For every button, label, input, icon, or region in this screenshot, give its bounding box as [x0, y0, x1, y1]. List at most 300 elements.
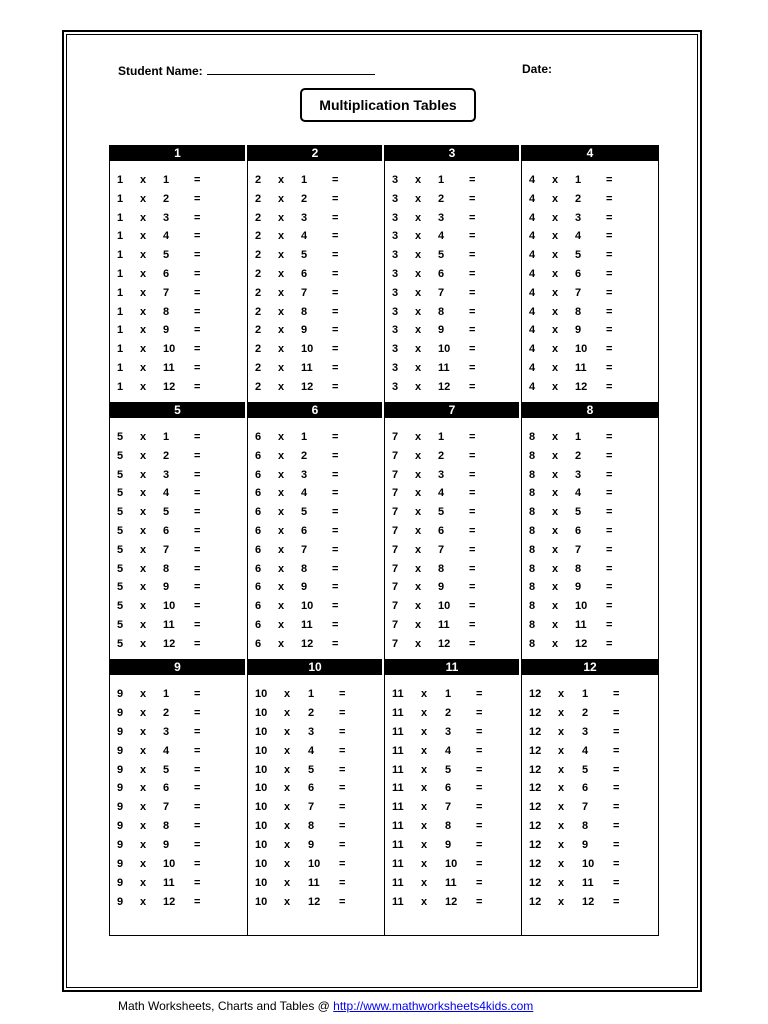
table-row [110, 246, 247, 265]
times-sign: x [140, 343, 147, 356]
table-row [248, 798, 384, 817]
factor-a: 3 [392, 249, 399, 262]
times-sign: x [140, 744, 147, 757]
times-sign: x [552, 286, 559, 299]
factor-a: 2 [255, 249, 262, 262]
factor-b: 8 [301, 305, 308, 318]
factor-b: 8 [438, 562, 445, 575]
factor-a: 9 [117, 782, 124, 795]
table-9 [110, 659, 247, 935]
equals-sign: = [339, 688, 346, 700]
table-row [385, 265, 521, 284]
factor-a: 1 [117, 286, 124, 299]
factor-b: 4 [575, 487, 582, 500]
times-sign: x [552, 449, 559, 462]
equals-sign: = [606, 324, 613, 337]
times-sign: x [284, 706, 291, 719]
factor-b: 4 [582, 744, 589, 757]
factor-b: 5 [163, 506, 170, 519]
times-sign: x [558, 820, 565, 833]
table-row [385, 378, 521, 397]
table-row [248, 855, 384, 874]
factor-a: 5 [117, 449, 124, 462]
equals-sign: = [332, 562, 339, 575]
table-row [110, 779, 247, 798]
factor-b: 2 [308, 706, 315, 719]
footer [118, 999, 533, 1013]
table-8 [521, 402, 658, 659]
equals-sign: = [339, 801, 346, 814]
times-sign: x [278, 618, 285, 631]
factor-a: 8 [529, 562, 536, 575]
times-sign: x [140, 618, 147, 631]
factor-a: 2 [255, 267, 262, 280]
factor-b: 3 [301, 468, 308, 481]
factor-b: 5 [445, 763, 452, 776]
table-row [248, 578, 384, 597]
times-sign: x [415, 267, 422, 280]
times-sign: x [558, 839, 565, 852]
factor-a: 4 [529, 211, 536, 224]
table-row [110, 190, 247, 209]
factor-b: 7 [438, 543, 445, 556]
times-sign: x [278, 249, 285, 262]
table-row [522, 265, 658, 284]
times-sign: x [415, 230, 422, 243]
equals-sign: = [469, 600, 476, 613]
factor-b: 10 [438, 343, 451, 356]
factor-b: 7 [301, 286, 308, 299]
factor-b: 10 [301, 343, 314, 356]
factor-b: 5 [438, 249, 445, 262]
table-header: 11 [385, 659, 519, 675]
equals-sign: = [469, 211, 476, 224]
equals-sign: = [194, 192, 201, 205]
factor-a: 2 [255, 286, 262, 299]
table-header: 4 [522, 145, 658, 161]
times-sign: x [552, 562, 559, 575]
times-sign: x [421, 763, 428, 776]
factor-a: 7 [392, 431, 399, 443]
table-row [110, 560, 247, 579]
factor-a: 5 [117, 618, 124, 631]
factor-b: 6 [163, 524, 170, 537]
times-sign: x [278, 487, 285, 500]
factor-b: 10 [575, 600, 588, 613]
equals-sign: = [194, 744, 201, 757]
equals-sign: = [606, 249, 613, 262]
equals-sign: = [194, 782, 201, 795]
times-sign: x [140, 688, 147, 700]
equals-sign: = [469, 581, 476, 594]
table-row [522, 359, 658, 378]
factor-a: 7 [392, 600, 399, 613]
table-row [522, 578, 658, 597]
factor-b: 1 [163, 688, 170, 700]
table-row [110, 723, 247, 742]
times-sign: x [278, 600, 285, 613]
factor-b: 11 [438, 618, 450, 631]
table-row [248, 685, 384, 704]
table-header: 5 [110, 402, 245, 418]
factor-a: 9 [117, 895, 124, 908]
equals-sign: = [476, 725, 483, 738]
factor-b: 11 [308, 876, 320, 889]
table-header: 10 [248, 659, 382, 675]
factor-a: 12 [529, 688, 542, 700]
factor-a: 4 [529, 230, 536, 243]
equals-sign: = [194, 801, 201, 814]
table-row [110, 359, 247, 378]
factor-b: 3 [438, 468, 445, 481]
equals-sign: = [339, 725, 346, 738]
times-sign: x [552, 506, 559, 519]
factor-a: 7 [392, 524, 399, 537]
times-sign: x [552, 267, 559, 280]
equals-sign: = [332, 211, 339, 224]
times-sign: x [140, 782, 147, 795]
table-row [522, 303, 658, 322]
factor-b: 3 [575, 211, 582, 224]
factor-a: 9 [117, 744, 124, 757]
table-row [522, 466, 658, 485]
table-row [522, 597, 658, 616]
table-row [385, 303, 521, 322]
equals-sign: = [194, 562, 201, 575]
factor-b: 2 [582, 706, 589, 719]
equals-sign: = [469, 637, 476, 650]
times-sign: x [415, 380, 422, 393]
times-sign: x [140, 431, 147, 443]
factor-a: 12 [529, 801, 542, 814]
table-row [248, 503, 384, 522]
factor-b: 12 [163, 637, 176, 650]
table-row [385, 635, 521, 654]
equals-sign: = [606, 637, 613, 650]
equals-sign: = [339, 895, 346, 908]
factor-b: 4 [575, 230, 582, 243]
factor-b: 12 [575, 637, 588, 650]
factor-b: 2 [301, 449, 308, 462]
equals-sign: = [194, 524, 201, 537]
times-sign: x [415, 286, 422, 299]
equals-sign: = [332, 380, 339, 393]
table-row [522, 428, 658, 447]
times-sign: x [421, 706, 428, 719]
factor-b: 7 [163, 801, 170, 814]
times-sign: x [140, 211, 147, 224]
times-sign: x [140, 562, 147, 575]
factor-a: 12 [529, 876, 542, 889]
equals-sign: = [332, 230, 339, 243]
table-header: 1 [110, 145, 245, 161]
times-sign: x [140, 763, 147, 776]
times-sign: x [415, 562, 422, 575]
equals-sign: = [194, 876, 201, 889]
multiplication-grid [109, 145, 659, 936]
factor-a: 9 [117, 725, 124, 738]
equals-sign: = [469, 192, 476, 205]
table-row [385, 321, 521, 340]
factor-a: 12 [529, 820, 542, 833]
factor-b: 7 [582, 801, 589, 814]
times-sign: x [140, 839, 147, 852]
times-sign: x [140, 524, 147, 537]
factor-a: 9 [117, 876, 124, 889]
equals-sign: = [332, 249, 339, 262]
table-row [110, 874, 247, 893]
factor-b: 9 [575, 581, 582, 594]
times-sign: x [558, 895, 565, 908]
equals-sign: = [332, 286, 339, 299]
factor-b: 10 [445, 858, 458, 871]
factor-b: 4 [438, 230, 445, 243]
table-row [522, 560, 658, 579]
times-sign: x [552, 249, 559, 262]
table-row [385, 798, 521, 817]
factor-b: 8 [445, 820, 452, 833]
times-sign: x [278, 431, 285, 443]
table-row [385, 190, 521, 209]
table-row [110, 428, 247, 447]
table-row [248, 359, 384, 378]
equals-sign: = [606, 600, 613, 613]
times-sign: x [284, 744, 291, 757]
times-sign: x [278, 506, 285, 519]
equals-sign: = [469, 174, 476, 186]
table-row [385, 209, 521, 228]
times-sign: x [552, 305, 559, 318]
factor-b: 10 [163, 600, 176, 613]
table-row [248, 340, 384, 359]
times-sign: x [140, 600, 147, 613]
factor-a: 8 [529, 468, 536, 481]
factor-b: 1 [438, 174, 445, 186]
student-name-blank[interactable] [207, 62, 375, 75]
factor-b: 8 [163, 562, 170, 575]
factor-b: 2 [438, 192, 445, 205]
equals-sign: = [332, 305, 339, 318]
factor-b: 9 [308, 839, 315, 852]
factor-a: 11 [392, 801, 404, 814]
factor-b: 6 [575, 524, 582, 537]
factor-a: 11 [392, 858, 404, 871]
table-row [385, 428, 521, 447]
factor-a: 9 [117, 858, 124, 871]
footer-link[interactable]: http://www.mathworksheets4kids.com [333, 999, 534, 1013]
factor-a: 3 [392, 267, 399, 280]
equals-sign: = [469, 230, 476, 243]
factor-a: 10 [255, 839, 268, 852]
factor-a: 1 [117, 267, 124, 280]
times-sign: x [140, 468, 147, 481]
factor-a: 2 [255, 380, 262, 393]
equals-sign: = [606, 543, 613, 556]
times-sign: x [278, 380, 285, 393]
table-10 [247, 659, 384, 935]
factor-a: 12 [529, 895, 542, 908]
table-row [248, 874, 384, 893]
table-row [110, 484, 247, 503]
table-row [248, 836, 384, 855]
factor-a: 3 [392, 324, 399, 337]
table-5 [110, 402, 247, 659]
factor-b: 7 [301, 543, 308, 556]
table-row [248, 265, 384, 284]
equals-sign: = [476, 895, 483, 908]
table-row [522, 798, 658, 817]
table-row [248, 227, 384, 246]
table-row [248, 597, 384, 616]
equals-sign: = [194, 449, 201, 462]
equals-sign: = [606, 431, 613, 443]
equals-sign: = [606, 380, 613, 393]
factor-b: 1 [575, 174, 582, 186]
equals-sign: = [606, 267, 613, 280]
times-sign: x [140, 506, 147, 519]
factor-a: 8 [529, 524, 536, 537]
times-sign: x [284, 858, 291, 871]
factor-a: 8 [529, 637, 536, 650]
equals-sign: = [613, 688, 620, 700]
factor-a: 6 [255, 468, 262, 481]
date-label: Date: [522, 62, 553, 76]
factor-b: 9 [301, 324, 308, 337]
equals-sign: = [339, 858, 346, 871]
factor-b: 12 [575, 380, 588, 393]
times-sign: x [415, 600, 422, 613]
times-sign: x [140, 543, 147, 556]
table-row [248, 378, 384, 397]
factor-a: 5 [117, 581, 124, 594]
table-row [248, 541, 384, 560]
table-row [110, 893, 247, 912]
times-sign: x [415, 449, 422, 462]
equals-sign: = [469, 431, 476, 443]
equals-sign: = [613, 839, 620, 852]
times-sign: x [552, 230, 559, 243]
factor-a: 9 [117, 820, 124, 833]
factor-b: 6 [301, 524, 308, 537]
factor-b: 5 [582, 763, 589, 776]
factor-b: 5 [575, 506, 582, 519]
factor-a: 3 [392, 174, 399, 186]
factor-b: 10 [575, 343, 588, 356]
table-row [522, 874, 658, 893]
factor-b: 5 [163, 249, 170, 262]
equals-sign: = [194, 343, 201, 356]
equals-sign: = [194, 600, 201, 613]
equals-sign: = [476, 876, 483, 889]
table-row [522, 284, 658, 303]
equals-sign: = [194, 230, 201, 243]
table-row [385, 447, 521, 466]
factor-b: 1 [445, 688, 452, 700]
factor-b: 7 [308, 801, 315, 814]
times-sign: x [278, 230, 285, 243]
equals-sign: = [606, 211, 613, 224]
factor-a: 4 [529, 249, 536, 262]
factor-b: 12 [163, 380, 176, 393]
factor-a: 6 [255, 581, 262, 594]
times-sign: x [140, 706, 147, 719]
equals-sign: = [194, 895, 201, 908]
table-row [110, 616, 247, 635]
table-row [248, 635, 384, 654]
factor-b: 5 [438, 506, 445, 519]
times-sign: x [415, 211, 422, 224]
factor-a: 10 [255, 876, 268, 889]
equals-sign: = [332, 431, 339, 443]
equals-sign: = [194, 688, 201, 700]
factor-a: 1 [117, 305, 124, 318]
factor-a: 10 [255, 763, 268, 776]
table-row [385, 359, 521, 378]
factor-a: 11 [392, 895, 404, 908]
equals-sign: = [469, 380, 476, 393]
factor-a: 2 [255, 211, 262, 224]
factor-a: 5 [117, 600, 124, 613]
factor-b: 8 [575, 562, 582, 575]
table-row [110, 742, 247, 761]
factor-a: 3 [392, 192, 399, 205]
table-row [110, 340, 247, 359]
times-sign: x [552, 581, 559, 594]
table-row [522, 761, 658, 780]
factor-a: 1 [117, 380, 124, 393]
table-row [110, 171, 247, 190]
equals-sign: = [606, 361, 613, 374]
table-row [385, 779, 521, 798]
table-header: 8 [522, 402, 658, 418]
equals-sign: = [194, 174, 201, 186]
factor-b: 8 [308, 820, 315, 833]
equals-sign: = [194, 581, 201, 594]
factor-b: 6 [301, 267, 308, 280]
times-sign: x [140, 895, 147, 908]
factor-b: 4 [163, 487, 170, 500]
equals-sign: = [469, 249, 476, 262]
factor-b: 6 [582, 782, 589, 795]
table-row [385, 227, 521, 246]
factor-b: 6 [575, 267, 582, 280]
table-row [248, 321, 384, 340]
equals-sign: = [469, 286, 476, 299]
factor-b: 7 [163, 286, 170, 299]
factor-a: 5 [117, 637, 124, 650]
equals-sign: = [339, 706, 346, 719]
table-row [385, 541, 521, 560]
factor-b: 8 [582, 820, 589, 833]
factor-b: 2 [163, 192, 170, 205]
table-row [248, 817, 384, 836]
equals-sign: = [332, 449, 339, 462]
times-sign: x [552, 211, 559, 224]
table-row [385, 817, 521, 836]
factor-b: 3 [575, 468, 582, 481]
factor-a: 4 [529, 343, 536, 356]
equals-sign: = [476, 801, 483, 814]
equals-sign: = [194, 543, 201, 556]
factor-b: 1 [301, 431, 308, 443]
factor-a: 4 [529, 324, 536, 337]
factor-a: 4 [529, 267, 536, 280]
factor-b: 7 [445, 801, 452, 814]
times-sign: x [421, 858, 428, 871]
factor-b: 3 [163, 468, 170, 481]
factor-a: 2 [255, 305, 262, 318]
times-sign: x [278, 174, 285, 186]
